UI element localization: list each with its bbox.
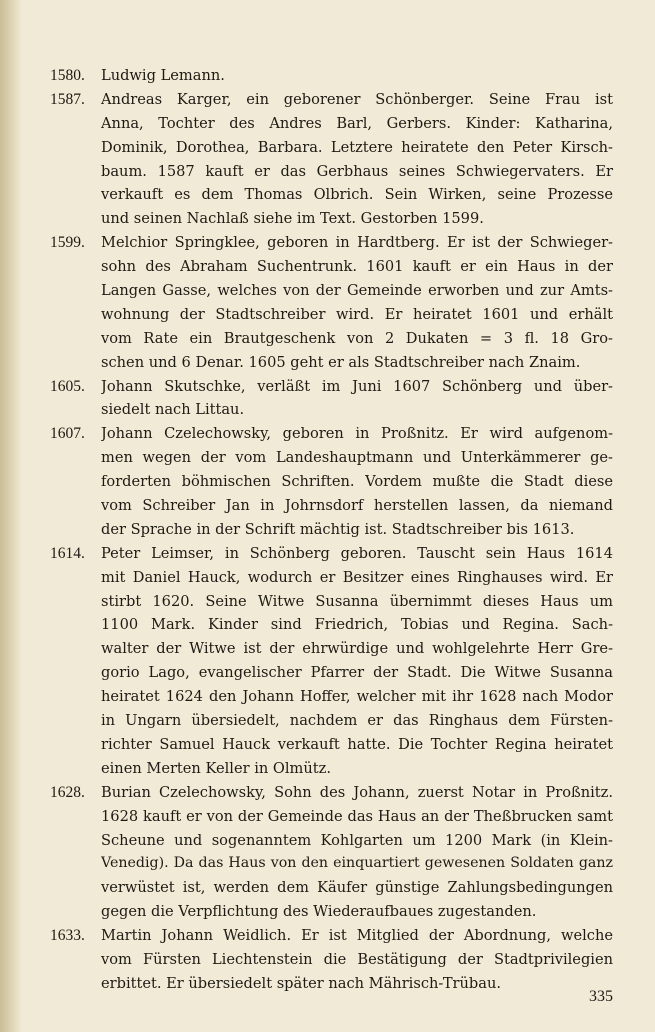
entry-line: Peter Leimser, in Schönberg geboren. Tauscht sein Haus 1614 (101, 544, 613, 562)
entry-line: Anna, Tochter des Andres Barl, Gerbers. Kinder: Katharina, (101, 114, 613, 132)
entry-text (101, 231, 613, 374)
entry-line: Langen Gasse, welches von der Gemeinde erworben und zur Amts- (101, 282, 613, 300)
entry-line: vom Schreiber Jan in Johrnsdorf herstellen lassen, da niemand (101, 497, 613, 515)
entry-line: richter Samuel Hauck verkauft hatte. Die Tochter Regina heiratet (101, 735, 613, 753)
entry-text (101, 924, 613, 996)
entry-year: 1605. (50, 377, 85, 395)
entry-text (101, 542, 613, 781)
entry-text (101, 375, 613, 423)
entry-line: forderten böhmischen Schriften. Vordem mußte die Stadt diese (101, 473, 613, 491)
entry-line: Scheune und sogenanntem Kohlgarten um 1200 Mark (in Klein- (101, 831, 613, 849)
entry-line: Venedig). Da das Haus von den einquartiert gewesenen Soldaten ganz (101, 855, 613, 872)
chronicle-entry (50, 375, 613, 423)
entry-line: wohnung der Stadtschreiber wird. Er heiratet 1601 und erhält (101, 305, 613, 323)
entry-line: Burian Czelechowsky, Sohn des Johann, zuerst Notar in Proßnitz. (101, 783, 613, 801)
entry-year: 1599. (50, 234, 85, 252)
entry-line: walter der Witwe ist der ehrwürdige und wohlgelehrte Herr Gre- (101, 640, 613, 658)
entry-line: men wegen der vom Landeshauptmann und Unterkämmerer ge- (101, 449, 613, 467)
entry-line: Johann Czelechowsky, geboren in Proßnitz. Er wird aufgenom- (101, 425, 613, 443)
entry-text (101, 781, 613, 924)
entry-line: mit Daniel Hauck, wodurch er Besitzer eines Ringhauses wird. Er (101, 568, 613, 586)
entry-year: 1587. (50, 90, 85, 108)
entry-line: sohn des Abraham Suchentrunk. 1601 kauft er ein Haus in der (101, 258, 613, 276)
entry-line: und seinen Nachlaß siehe im Text. Gestorben 1599. (101, 210, 484, 228)
entry-line: vom Rate ein Brautgeschenk von 2 Dukaten = 3 fl. 18 Gro- (101, 329, 613, 347)
entry-line: Martin Johann Weidlich. Er ist Mitglied der Abordnung, welche (101, 927, 613, 945)
page-body (50, 64, 613, 996)
chronicle-entry (50, 88, 613, 231)
entry-text (101, 64, 613, 88)
entry-line: gegen die Verpflichtung des Wiederaufbaues zugestanden. (101, 903, 537, 921)
entry-line: heiratet 1624 den Johann Hoffer, welcher mit ihr 1628 nach Modor (101, 688, 613, 706)
entry-year: 1607. (50, 425, 85, 443)
entry-line: Andreas Karger, ein geborener Schönberger. Seine Frau ist (101, 90, 613, 108)
entry-line: Dominik, Dorothea, Barbara. Letztere heiratete den Peter Kirsch- (101, 138, 613, 156)
page-number: 335 (589, 988, 613, 1005)
entry-line: gorio Lago, evangelischer Pfarrer der Stadt. Die Witwe Susanna (101, 664, 613, 682)
entry-year: 1628. (50, 783, 85, 801)
entry-year: 1580. (50, 67, 85, 84)
entry-line: 1100 Mark. Kinder sind Friedrich, Tobias und Regina. Sach- (101, 616, 613, 634)
entry-line: Ludwig Lemann. (101, 67, 225, 84)
entry-line: vom Fürsten Liechtenstein die Bestätigung der Stadtprivilegien (101, 950, 613, 968)
entry-line: in Ungarn übersiedelt, nachdem er das Ringhaus dem Fürsten- (101, 712, 613, 730)
entry-year: 1633. (50, 927, 85, 945)
entry-line: baum. 1587 kauft er das Gerbhaus seines Schwiegervaters. Er (101, 162, 613, 180)
chronicle-entry (50, 542, 613, 781)
entry-year: 1614. (50, 544, 85, 562)
entry-line: verkauft es dem Thomas Olbrich. Sein Wirken, seine Prozesse (101, 186, 613, 204)
entry-line: schen und 6 Denar. 1605 geht er als Stadtschreiber nach Znaim. (101, 353, 581, 371)
entry-text (101, 422, 613, 541)
entry-line: Johann Skutschke, verläßt im Juni 1607 Schönberg und über- (101, 377, 613, 395)
entry-line: stirbt 1620. Seine Witwe Susanna übernimmt dieses Haus um (101, 592, 613, 610)
entry-text (101, 88, 613, 231)
chronicle-entry (50, 64, 613, 88)
chronicle-entry (50, 231, 613, 374)
entry-line: einen Merten Keller in Olmütz. (101, 759, 331, 777)
entry-line: Melchior Springklee, geboren in Hardtberg. Er ist der Schwieger- (101, 234, 613, 252)
book-spine-shadow (0, 0, 22, 1032)
chronicle-entry (50, 781, 613, 924)
entry-line: erbittet. Er übersiedelt später nach Mährisch-Trübau. (101, 974, 502, 992)
entry-line: siedelt nach Littau. (101, 401, 245, 419)
entry-line: verwüstet ist, werden dem Käufer günstige Zahlungsbedingungen (101, 879, 613, 897)
chronicle-entry (50, 422, 613, 541)
entry-line: 1628 kauft er von der Gemeinde das Haus an der Theßbrucken samt (101, 807, 613, 825)
entry-line: der Sprache in der Schrift mächtig ist. Stadtschreiber bis 1613. (101, 520, 575, 538)
chronicle-entry (50, 924, 613, 996)
